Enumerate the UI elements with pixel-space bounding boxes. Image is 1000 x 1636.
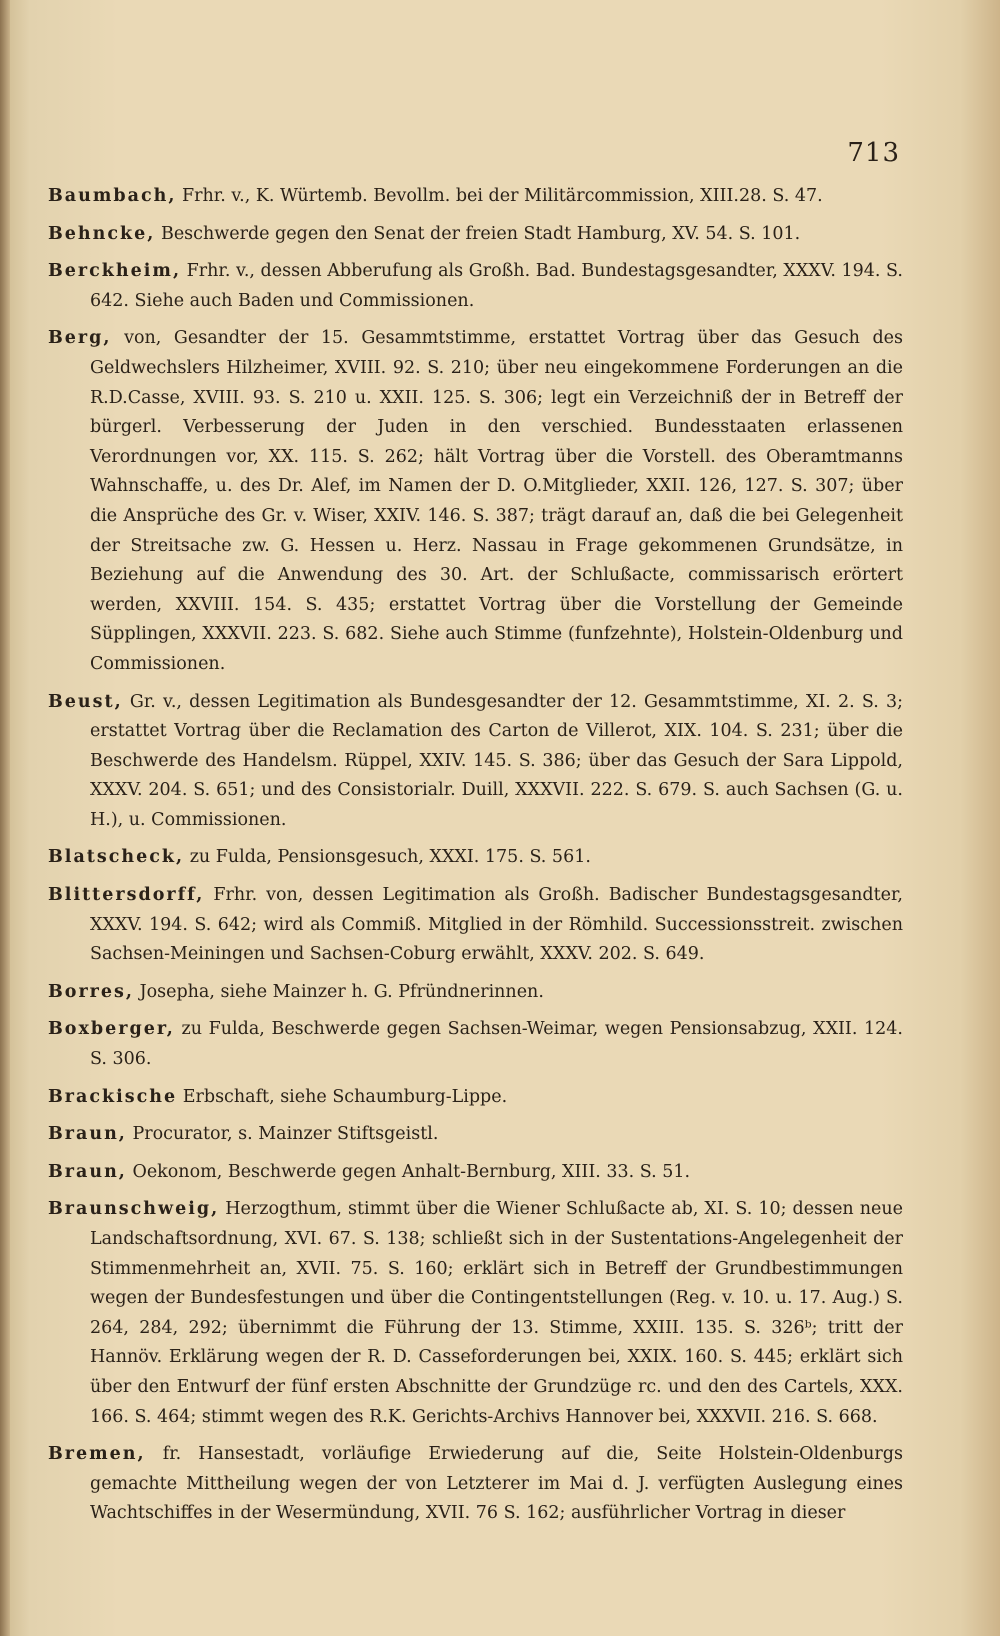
entry-text: Erbschaft, siehe Schaumburg-Lippe.: [182, 1086, 508, 1107]
page-gutter: [0, 0, 10, 1636]
index-entry: [48, 257, 903, 316]
entry-text: fr. Hansestadt, vorläufige Erwiederung auf die, Seite Holstein-Oldenburgs gemachte Mittheilung wegen der von Letzterer im Mai d. J. verfügten Auslegung eines Wachtschiffes in der Wesermündung, XVII. 76 S. 162; ausführlicher Vortrag in dieser: [90, 1444, 903, 1524]
index-entry: [48, 1440, 903, 1529]
index-entry: [48, 220, 903, 250]
entry-heading: Baumbach,: [48, 186, 177, 206]
entry-heading: Braunschweig,: [48, 1199, 220, 1220]
entry-text: Procurator, s. Mainzer Stiftsgeistl.: [132, 1124, 439, 1145]
index-entry: [48, 1195, 903, 1432]
entry-heading: Beust,: [48, 691, 123, 712]
index-entry: [48, 978, 903, 1008]
index-entry: [48, 1083, 903, 1113]
entry-text: Frhr. v., K. Würtemb. Bevollm. bei der Militärcommission, XIII.28. S. 47.: [182, 186, 823, 206]
index-entry: [48, 881, 903, 970]
index-entry: [48, 1158, 903, 1188]
index-entry: [48, 1015, 903, 1074]
entry-heading: Berg,: [48, 328, 112, 349]
entry-heading: Blittersdorff,: [48, 885, 205, 906]
page-number: 713: [847, 138, 900, 168]
entry-heading: Berckheim,: [48, 261, 182, 282]
entry-text: Oekonom, Beschwerde gegen Anhalt-Bernburg, XIII. 33. S. 51.: [132, 1161, 691, 1182]
entry-heading: Bremen,: [48, 1444, 146, 1465]
index-entry: [48, 688, 903, 836]
entry-text: zu Fulda, Pensionsgesuch, XXXI. 175. S. 561.: [189, 847, 591, 868]
index-entry: [48, 182, 903, 212]
entry-heading: Borres,: [48, 981, 134, 1002]
entry-heading: Brackische: [48, 1086, 178, 1107]
entry-heading: Braun,: [48, 1124, 127, 1145]
entry-text: Frhr. von, dessen Legitimation als Großh. Badischer Bundestagsgesandter, XXXV. 194. S. 642; wird als Commiß. Mitglied in der Römhild. Successionsstreit. zwischen Sachsen-Meiningen und Sachsen-Coburg erwählt, XXXV. 202. S. 649.: [90, 885, 903, 965]
index-entry: [48, 324, 903, 679]
index-entries: [48, 182, 903, 1537]
entry-text: zu Fulda, Beschwerde gegen Sachsen-Weimar, wegen Pensionsabzug, XXII. 124. S. 306.: [90, 1019, 903, 1070]
entry-heading: Boxberger,: [48, 1019, 175, 1040]
entry-heading: Braun,: [48, 1161, 127, 1182]
index-entry: [48, 843, 903, 873]
entry-text: Frhr. v., dessen Abberufung als Großh. Bad. Bundestagsgesandter, XXXV. 194. S. 642. Siehe auch Baden und Commissionen.: [90, 261, 903, 311]
entry-text: Gr. v., dessen Legitimation als Bundesgesandter der 12. Gesammtstimme, XI. 2. S. 3; erstattet Vortrag über die Reclamation des Carton de Villerot, XIX. 104. S. 231; über die Beschwerde des Handelsm. Rüppel, XXIV. 145. S. 386; über das Gesuch der Sara Lippold, XXXV. 204. S. 651; und des Consistorialr. Duill, XXXVII. 222. S. 679. S. auch Sachsen (G. u. H.), u. Commissionen.: [90, 691, 903, 830]
entry-heading: Behncke,: [48, 223, 156, 244]
entry-text: von, Gesandter der 15. Gesammtstimme, erstattet Vortrag über das Gesuch des Geldwechslers Hilzheimer, XVIII. 92. S. 210; über neu eingekommene Forderungen an die R.D.Casse, XVIII. 93. S. 210 u. XXII. 125. S. 306; legt ein Verzeichniß der in Betreff der bürgerl. Verbesserung der Juden in den verschied. Bundesstaaten erlassenen Verordnungen vor, XX. 115. S. 262; hält Vortrag über die Vorstell. des Oberamtmanns Wahnschaffe, u. des Dr. Alef, im Namen der D. O.Mitglieder, XXII. 126, 127. S. 307; über die Ansprüche des Gr. v. Wiser, XXIV. 146. S. 387; trägt darauf an, daß die bei Gelegenheit der Streitsache zw. G. Hessen u. Herz. Nassau in Frage gekommenen Grundsätze, in Beziehung auf die Anwendung des 30. Art. der Schlußacte, commissarisch erörtert werden, XXVIII. 154. S. 435; erstattet Vortrag über die Vorstellung der Gemeinde Süpplingen, XXXVII. 223. S. 682. Siehe auch Stimme (funfzehnte), Holstein-Oldenburg und Commissionen.: [90, 328, 903, 674]
entry-text: Josepha, siehe Mainzer h. G. Pfründnerinnen.: [139, 981, 544, 1002]
entry-text: Beschwerde gegen den Senat der freien Stadt Hamburg, XV. 54. S. 101.: [160, 223, 801, 244]
index-entry: [48, 1120, 903, 1150]
entry-text: Herzogthum, stimmt über die Wiener Schlußacte ab, XI. S. 10; dessen neue Landschaftsordnung, XVI. 67. S. 138; schließt sich in der Sustentations-Angelegenheit der Stimmenmehrheit an, XVII. 75. S. 160; erklärt sich in Betreff der Grundbestimmungen wegen der Bundesfestungen und über die Contingentstellungen (Reg. v. 10. u. 17. Aug.) S. 264, 284, 292; übernimmt die Führung der 13. Stimme, XXIII. 135. S. 326ᵇ; tritt der Hannöv. Erklärung wegen der R. D. Casseforderungen bei, XXIX. 160. S. 445; erklärt sich über den Entwurf der fünf ersten Abschnitte der Grundzüge rc. und den des Cartels, XXX. 166. S. 464; stimmt wegen des R.K. Gerichts-Archivs Hannover bei, XXXVII. 216. S. 668.: [90, 1199, 903, 1427]
entry-heading: Blatscheck,: [48, 847, 185, 868]
